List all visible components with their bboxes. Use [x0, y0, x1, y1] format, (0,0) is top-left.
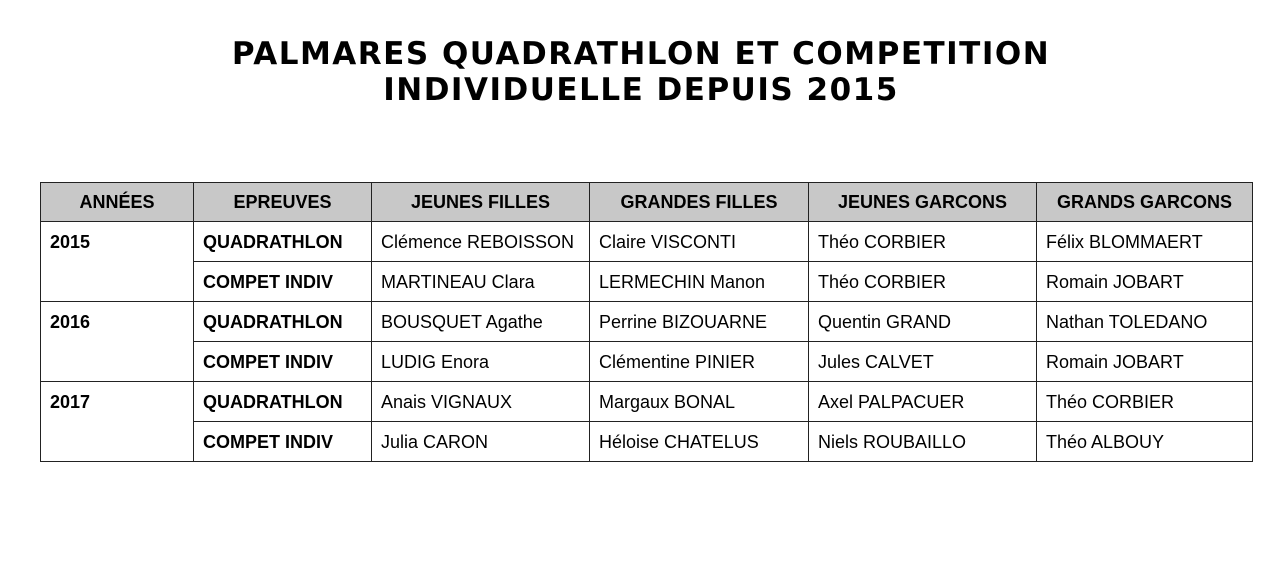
epreuve-cell: COMPET INDIV [194, 422, 372, 462]
table-row [41, 382, 1253, 422]
page-title-line-1: PALMARES QUADRATHLON ET COMPETITION [231, 36, 1051, 72]
header-grands-garcons: GRANDS GARCONS [1037, 183, 1253, 222]
epreuve-cell: COMPET INDIV [194, 262, 372, 302]
jeunes-filles-cell: LUDIG Enora [372, 342, 590, 382]
header-annees: ANNÉES [41, 183, 194, 222]
table-row [41, 342, 1253, 382]
jeunes-garcons-cell: Niels ROUBAILLO [809, 422, 1037, 462]
jeunes-garcons-cell: Jules CALVET [809, 342, 1037, 382]
grands-garcons-cell: Théo CORBIER [1037, 382, 1253, 422]
epreuve-cell: QUADRATHLON [194, 222, 372, 262]
palmares-table [40, 182, 1253, 462]
grands-garcons-cell: Théo ALBOUY [1037, 422, 1253, 462]
table-row [41, 422, 1253, 462]
year-cell: 2015 [41, 222, 194, 302]
jeunes-garcons-cell: Quentin GRAND [809, 302, 1037, 342]
epreuve-cell: QUADRATHLON [194, 382, 372, 422]
table-row [41, 222, 1253, 262]
page-title-line-2: INDIVIDUELLE DEPUIS 2015 [383, 72, 899, 108]
year-cell: 2016 [41, 302, 194, 382]
header-jeunes-garcons: JEUNES GARCONS [809, 183, 1037, 222]
header-epreuves: EPREUVES [194, 183, 372, 222]
grandes-filles-cell: Héloise CHATELUS [590, 422, 809, 462]
page-title [0, 36, 1282, 108]
grandes-filles-cell: Clémentine PINIER [590, 342, 809, 382]
grandes-filles-cell: Claire VISCONTI [590, 222, 809, 262]
grandes-filles-cell: LERMECHIN Manon [590, 262, 809, 302]
jeunes-filles-cell: Anais VIGNAUX [372, 382, 590, 422]
jeunes-garcons-cell: Théo CORBIER [809, 262, 1037, 302]
header-jeunes-filles: JEUNES FILLES [372, 183, 590, 222]
table-row [41, 262, 1253, 302]
table-row [41, 302, 1253, 342]
epreuve-cell: QUADRATHLON [194, 302, 372, 342]
grands-garcons-cell: Nathan TOLEDANO [1037, 302, 1253, 342]
jeunes-garcons-cell: Axel PALPACUER [809, 382, 1037, 422]
grands-garcons-cell: Romain JOBART [1037, 262, 1253, 302]
grandes-filles-cell: Perrine BIZOUARNE [590, 302, 809, 342]
table-header-row [41, 183, 1253, 222]
jeunes-filles-cell: MARTINEAU Clara [372, 262, 590, 302]
jeunes-filles-cell: BOUSQUET Agathe [372, 302, 590, 342]
grands-garcons-cell: Félix BLOMMAERT [1037, 222, 1253, 262]
grands-garcons-cell: Romain JOBART [1037, 342, 1253, 382]
header-grandes-filles: GRANDES FILLES [590, 183, 809, 222]
jeunes-garcons-cell: Théo CORBIER [809, 222, 1037, 262]
jeunes-filles-cell: Clémence REBOISSON [372, 222, 590, 262]
year-cell: 2017 [41, 382, 194, 462]
grandes-filles-cell: Margaux BONAL [590, 382, 809, 422]
jeunes-filles-cell: Julia CARON [372, 422, 590, 462]
epreuve-cell: COMPET INDIV [194, 342, 372, 382]
